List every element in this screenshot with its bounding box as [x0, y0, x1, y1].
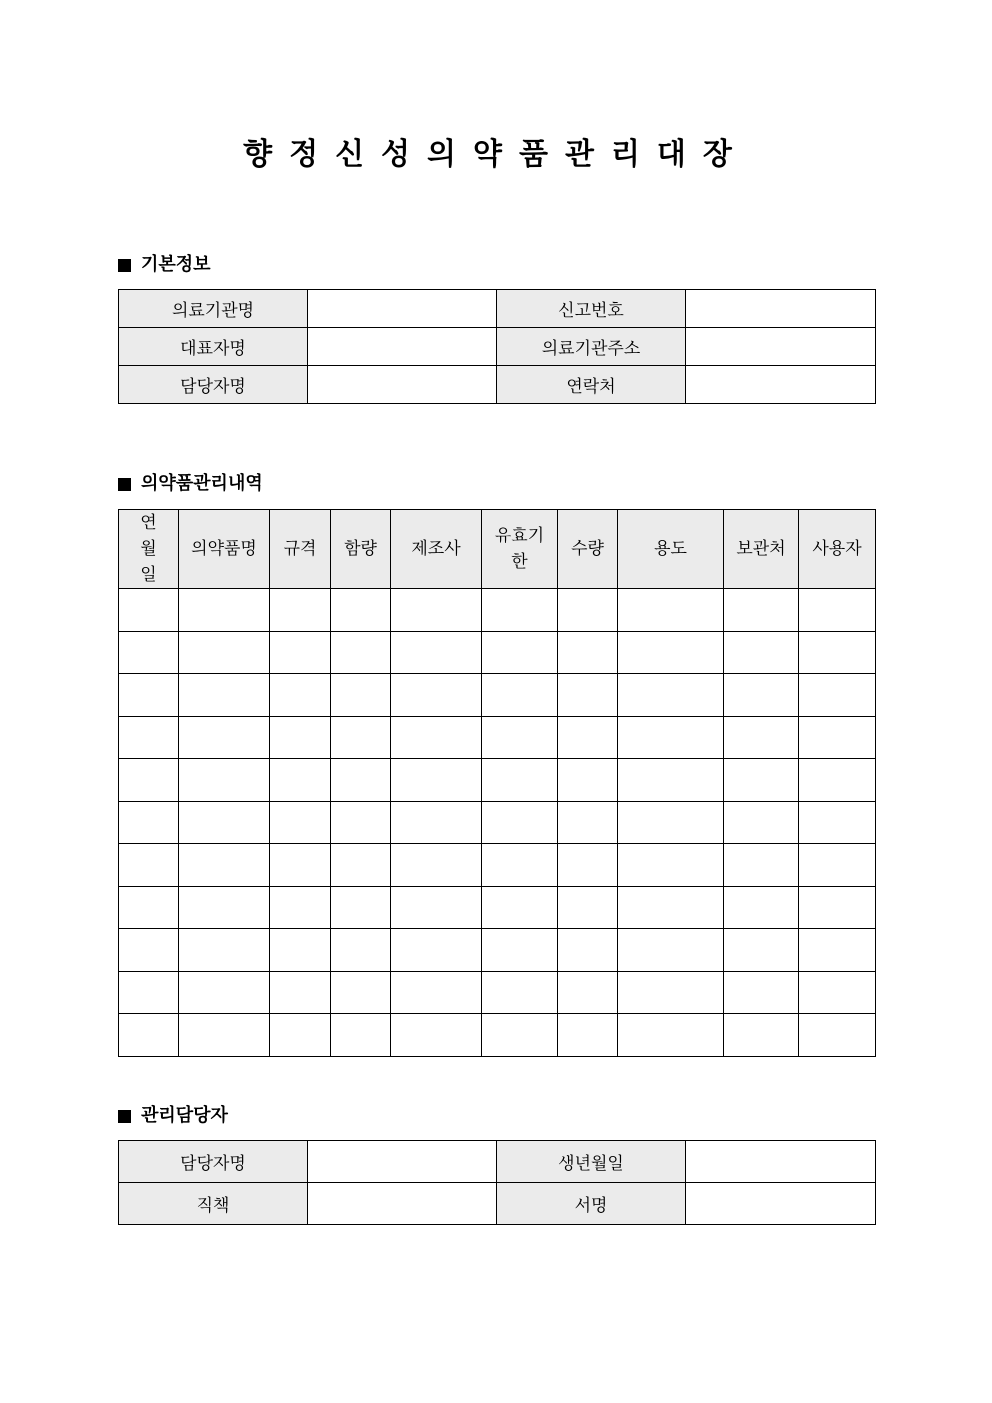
label-institution-name: 의료기관명 [119, 290, 308, 328]
label-position: 직책 [119, 1183, 308, 1225]
table-cell[interactable] [482, 844, 558, 887]
table-cell[interactable] [179, 759, 270, 802]
square-bullet-icon [118, 1110, 131, 1123]
table-cell[interactable] [799, 929, 876, 972]
table-cell[interactable] [270, 759, 331, 802]
table-cell[interactable] [270, 929, 331, 972]
table-cell[interactable] [331, 929, 391, 972]
col-header-quantity: 수량 [558, 510, 618, 589]
section-basic-heading [118, 253, 211, 277]
table-cell[interactable] [558, 971, 618, 1014]
manager-table [118, 1140, 876, 1225]
table-row [119, 290, 876, 328]
col-header-date: 연월일 [119, 510, 179, 589]
table-cell[interactable] [482, 886, 558, 929]
table-cell[interactable] [482, 759, 558, 802]
table-cell[interactable] [482, 631, 558, 674]
table-cell[interactable] [799, 886, 876, 929]
label-institution-address: 의료기관주소 [497, 328, 686, 366]
table-cell[interactable] [119, 1014, 179, 1057]
table-cell[interactable] [724, 716, 799, 759]
table-cell[interactable] [618, 759, 724, 802]
field-institution-name[interactable] [308, 290, 497, 328]
table-cell[interactable] [724, 844, 799, 887]
table-cell[interactable] [270, 801, 331, 844]
table-cell[interactable] [119, 929, 179, 972]
table-cell[interactable] [119, 759, 179, 802]
table-cell[interactable] [558, 716, 618, 759]
table-cell[interactable] [799, 716, 876, 759]
table-cell[interactable] [331, 844, 391, 887]
table-cell[interactable] [618, 1014, 724, 1057]
table-cell[interactable] [270, 1014, 331, 1057]
table-cell[interactable] [179, 631, 270, 674]
table-cell[interactable] [119, 844, 179, 887]
table-cell[interactable] [618, 801, 724, 844]
table-cell[interactable] [799, 759, 876, 802]
col-header-usage: 용도 [618, 510, 724, 589]
table-row [119, 844, 876, 887]
table-cell[interactable] [618, 674, 724, 717]
table-cell[interactable] [618, 886, 724, 929]
label-signature: 서명 [497, 1183, 686, 1225]
table-cell[interactable] [270, 589, 331, 632]
table-cell[interactable] [331, 759, 391, 802]
table-cell[interactable] [270, 631, 331, 674]
label-manager-name: 담당자명 [119, 1141, 308, 1183]
table-cell[interactable] [558, 801, 618, 844]
field-institution-address[interactable] [686, 328, 876, 366]
table-row [119, 589, 876, 632]
field-report-number[interactable] [686, 290, 876, 328]
table-cell[interactable] [799, 801, 876, 844]
table-cell[interactable] [799, 674, 876, 717]
table-row [119, 1014, 876, 1057]
table-cell[interactable] [482, 971, 558, 1014]
label-report-number: 신고번호 [497, 290, 686, 328]
table-row [119, 328, 876, 366]
table-cell[interactable] [270, 886, 331, 929]
table-cell[interactable] [558, 631, 618, 674]
table-cell[interactable] [618, 971, 724, 1014]
table-cell[interactable] [724, 1014, 799, 1057]
table-cell[interactable] [799, 1014, 876, 1057]
table-row [119, 716, 876, 759]
field-birthdate[interactable] [686, 1141, 876, 1183]
table-cell[interactable] [179, 716, 270, 759]
table-cell[interactable] [724, 759, 799, 802]
table-cell[interactable] [391, 971, 482, 1014]
table-cell[interactable] [799, 971, 876, 1014]
table-cell[interactable] [179, 971, 270, 1014]
table-cell[interactable] [724, 674, 799, 717]
table-cell[interactable] [270, 971, 331, 1014]
table-cell[interactable] [724, 929, 799, 972]
table-cell[interactable] [179, 674, 270, 717]
table-cell[interactable] [482, 801, 558, 844]
square-bullet-icon [118, 259, 131, 272]
field-manager-name[interactable] [308, 1141, 497, 1183]
table-cell[interactable] [391, 929, 482, 972]
table-cell[interactable] [618, 929, 724, 972]
table-cell[interactable] [558, 759, 618, 802]
table-cell[interactable] [724, 971, 799, 1014]
table-cell[interactable] [179, 844, 270, 887]
table-cell[interactable] [724, 589, 799, 632]
section-manager-heading [118, 1104, 228, 1128]
table-cell[interactable] [558, 844, 618, 887]
table-cell[interactable] [482, 1014, 558, 1057]
table-cell[interactable] [331, 1014, 391, 1057]
label-representative: 대표자명 [119, 328, 308, 366]
table-cell[interactable] [270, 716, 331, 759]
table-cell[interactable] [391, 801, 482, 844]
table-row [119, 366, 876, 404]
table-cell[interactable] [179, 1014, 270, 1057]
field-representative[interactable] [308, 328, 497, 366]
col-header-expiry: 유효기한 [482, 510, 558, 589]
field-contact-person[interactable] [308, 366, 497, 404]
table-cell[interactable] [724, 886, 799, 929]
table-cell[interactable] [558, 1014, 618, 1057]
table-cell[interactable] [179, 929, 270, 972]
table-cell[interactable] [391, 759, 482, 802]
table-cell[interactable] [119, 801, 179, 844]
table-row [119, 674, 876, 717]
table-cell[interactable] [331, 971, 391, 1014]
table-row [119, 631, 876, 674]
table-cell[interactable] [119, 886, 179, 929]
field-signature[interactable] [686, 1183, 876, 1225]
col-header-user: 사용자 [799, 510, 876, 589]
table-row [119, 929, 876, 972]
table-cell[interactable] [482, 589, 558, 632]
label-contact-person: 담당자명 [119, 366, 308, 404]
col-header-drug-name: 의약품명 [179, 510, 270, 589]
table-cell[interactable] [391, 886, 482, 929]
table-cell[interactable] [391, 674, 482, 717]
table-cell[interactable] [331, 631, 391, 674]
table-cell[interactable] [331, 589, 391, 632]
table-row [119, 1141, 876, 1183]
table-cell[interactable] [482, 716, 558, 759]
table-cell[interactable] [618, 631, 724, 674]
section-log-label: 의약품관리내역 [141, 473, 263, 494]
section-manager-label: 관리담당자 [141, 1105, 228, 1126]
section-basic-label: 기본정보 [141, 254, 211, 275]
label-phone: 연락처 [497, 366, 686, 404]
table-cell[interactable] [618, 716, 724, 759]
table-cell[interactable] [482, 674, 558, 717]
table-row [119, 759, 876, 802]
table-cell[interactable] [270, 674, 331, 717]
col-header-storage: 보관처 [724, 510, 799, 589]
table-cell[interactable] [331, 674, 391, 717]
page-title: 향정신성의약품관리대장 [243, 137, 749, 172]
table-cell[interactable] [179, 801, 270, 844]
table-cell[interactable] [618, 589, 724, 632]
basic-info-table [118, 289, 876, 404]
table-cell[interactable] [558, 674, 618, 717]
table-cell[interactable] [270, 844, 331, 887]
table-cell[interactable] [179, 886, 270, 929]
table-row [119, 801, 876, 844]
drug-log-body [119, 589, 876, 1057]
table-cell[interactable] [119, 971, 179, 1014]
table-cell[interactable] [331, 886, 391, 929]
drug-log-table [118, 509, 876, 1057]
table-cell[interactable] [179, 589, 270, 632]
table-row [119, 1183, 876, 1225]
table-row [119, 971, 876, 1014]
field-position[interactable] [308, 1183, 497, 1225]
table-cell[interactable] [558, 886, 618, 929]
table-cell[interactable] [558, 929, 618, 972]
table-cell[interactable] [482, 929, 558, 972]
table-cell[interactable] [799, 631, 876, 674]
table-cell[interactable] [391, 631, 482, 674]
table-header-row [119, 510, 876, 589]
table-cell[interactable] [799, 844, 876, 887]
table-cell[interactable] [119, 674, 179, 717]
table-cell[interactable] [119, 589, 179, 632]
table-cell[interactable] [724, 631, 799, 674]
table-cell[interactable] [799, 589, 876, 632]
col-header-content: 함량 [331, 510, 391, 589]
col-header-manufacturer: 제조사 [391, 510, 482, 589]
table-cell[interactable] [391, 844, 482, 887]
table-cell[interactable] [391, 1014, 482, 1057]
table-cell[interactable] [331, 716, 391, 759]
field-phone[interactable] [686, 366, 876, 404]
table-cell[interactable] [558, 589, 618, 632]
table-cell[interactable] [331, 801, 391, 844]
table-row [119, 886, 876, 929]
section-log-heading [118, 472, 263, 496]
table-cell[interactable] [119, 631, 179, 674]
table-cell[interactable] [724, 801, 799, 844]
table-cell[interactable] [391, 716, 482, 759]
col-header-spec: 규격 [270, 510, 331, 589]
table-cell[interactable] [618, 844, 724, 887]
square-bullet-icon [118, 478, 131, 491]
table-cell[interactable] [391, 589, 482, 632]
label-birthdate: 생년월일 [497, 1141, 686, 1183]
table-cell[interactable] [119, 716, 179, 759]
